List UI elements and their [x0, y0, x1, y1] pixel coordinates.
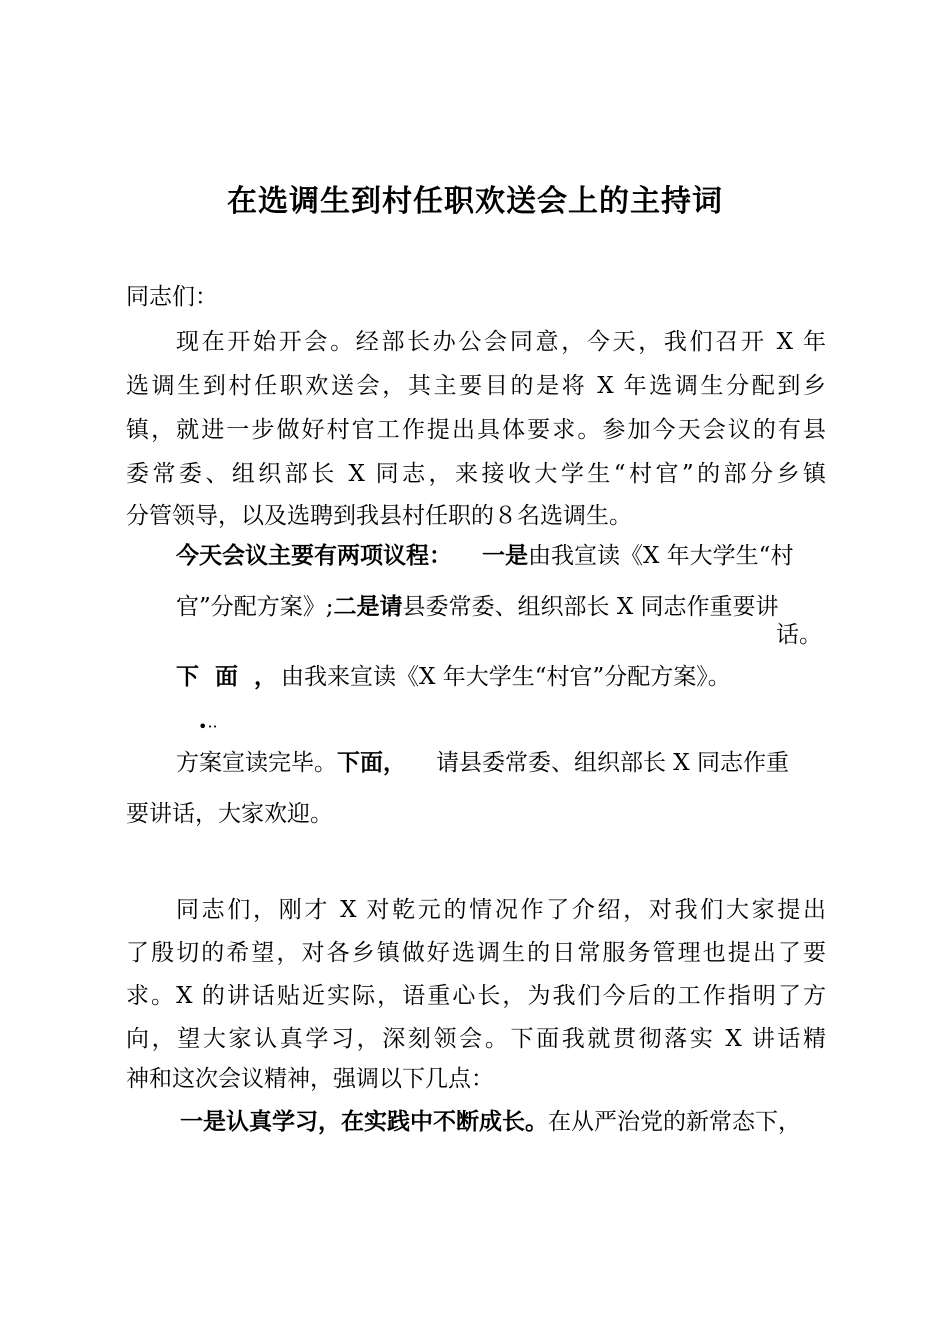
paragraph-line — [176, 748, 826, 778]
agenda-lead: 今天会议主要有两项议程： — [176, 543, 452, 569]
next-text: 由我来宣读《X 年大学生“村官”分配方案》。 — [281, 664, 731, 690]
agenda-line2-text: 官”分配方案》; — [176, 594, 334, 620]
paragraph-line: 向，望大家认真学习，深刻领会。下面我就贯彻落实 X 讲话精 — [126, 1026, 826, 1052]
speech-intro-a: 方案宣读完毕。 — [176, 750, 337, 776]
agenda-first-label: 一是 — [482, 543, 528, 569]
point-one-line — [180, 1107, 830, 1137]
paragraph-line: 求。X 的讲话贴近实际，语重心长，为我们今后的工作指明了方 — [126, 983, 826, 1009]
speech-intro-bold: 下面， — [337, 750, 406, 776]
paragraph-line: 选调生到村任职欢送会，其主要目的是将 X 年选调生分配到乡 — [126, 373, 826, 399]
ellipsis-mark: •·· — [198, 717, 218, 736]
paragraph-line: 要讲话，大家欢迎。 — [126, 801, 333, 827]
paragraph-line: 镇，就进一步做好村官工作提出具体要求。参加今天会议的有县 — [126, 417, 826, 443]
point-one-heading: 一是认真学习，在实践中不断成长。 — [180, 1109, 548, 1135]
agenda-line — [176, 541, 826, 571]
salutation: 同志们： — [126, 284, 218, 310]
agenda-line: 话。 — [776, 622, 822, 648]
agenda-first-text: 由我宣读《X 年大学生“村 — [528, 543, 794, 569]
point-one-text: 在从严治党的新常态下， — [548, 1109, 801, 1135]
agenda-second-text: 县委常委、组织部长 X 同志作重要讲 — [402, 594, 779, 620]
agenda-line — [176, 592, 826, 622]
paragraph-line: 神和这次会议精神，强调以下几点： — [126, 1066, 494, 1092]
agenda-second-label: 二是请 — [333, 594, 403, 620]
paragraph-line: 现在开始开会。经部长办公会同意，今天，我们召开 X 年 — [176, 329, 826, 355]
next-line — [176, 662, 826, 692]
paragraph-line: 分管领导，以及选聘到我县村任职的８名选调生。 — [126, 503, 632, 529]
paragraph-line: 同志们，刚才 X 对乾元的情况作了介绍，对我们大家提出 — [176, 897, 826, 923]
document-title: 在选调生到村任职欢送会上的主持词 — [227, 184, 723, 219]
paragraph-line: 委常委、组织部长 X 同志，来接收大学生“村官”的部分乡镇 — [126, 461, 826, 487]
next-label: 下 面 ， — [176, 664, 282, 690]
paragraph-line: 了殷切的希望，对各乡镇做好选调生的日常服务管理也提出了要 — [126, 940, 826, 966]
speech-intro-b: 请县委常委、组织部长 X 同志作重 — [436, 750, 789, 776]
